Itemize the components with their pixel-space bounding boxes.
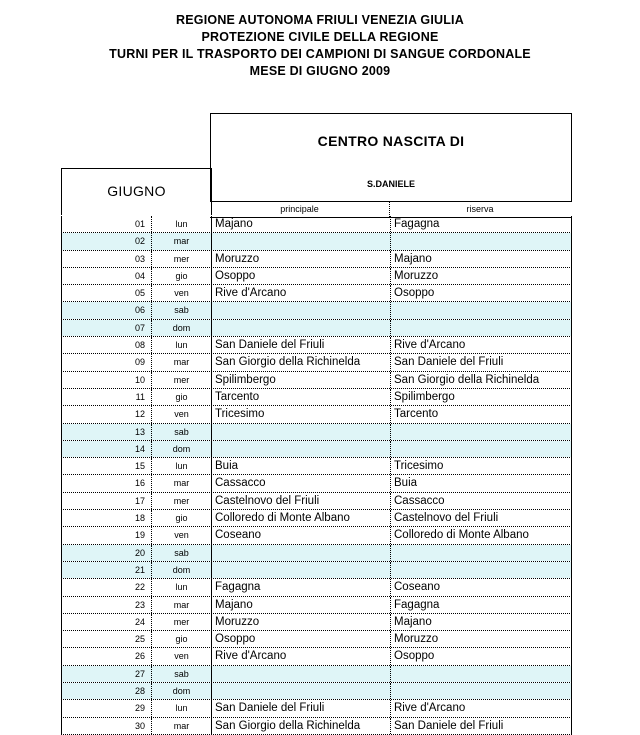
riserva-cell (390, 683, 572, 699)
principale-cell: Osoppo (211, 268, 390, 284)
weekday-cell: dom (151, 562, 211, 578)
principale-cell: San Daniele del Friuli (211, 337, 390, 353)
weekday-cell: gio (151, 268, 211, 284)
principale-cell: Moruzzo (211, 251, 390, 267)
principale-cell: Osoppo (211, 631, 390, 647)
riserva-cell (390, 666, 572, 682)
riserva-cell: Moruzzo (390, 268, 572, 284)
riserva-cell: Osoppo (390, 648, 572, 664)
riserva-cell: Moruzzo (390, 631, 572, 647)
day-number-cell: 04 (61, 268, 151, 284)
table-row (61, 337, 572, 354)
weekday-cell: sab (151, 545, 211, 561)
day-number-cell: 11 (61, 389, 151, 405)
principale-cell: Rive d'Arcano (211, 285, 390, 301)
table-row (61, 545, 572, 562)
table-row (61, 718, 572, 735)
day-number-cell: 25 (61, 631, 151, 647)
weekday-cell: mer (151, 251, 211, 267)
principale-cell: Spilimbergo (211, 372, 390, 388)
day-number-cell: 28 (61, 683, 151, 699)
table-row (61, 579, 572, 596)
table-row (61, 233, 572, 250)
table-row (61, 302, 572, 319)
principale-cell (211, 233, 390, 249)
riserva-cell: Buia (390, 475, 572, 491)
weekday-cell: ven (151, 285, 211, 301)
day-number-cell: 29 (61, 700, 151, 716)
day-number-cell: 01 (61, 216, 151, 232)
table-row (61, 354, 572, 371)
weekday-cell: lun (151, 458, 211, 474)
header-line-4: MESE DI GIUGNO 2009 (249, 64, 391, 78)
principale-cell: Rive d'Arcano (211, 648, 390, 664)
principale-cell: Cassacco (211, 475, 390, 491)
table-row (61, 389, 572, 406)
center-name: S.DANIELE (366, 179, 415, 189)
weekday-cell: gio (151, 389, 211, 405)
header-line-2: PROTEZIONE CIVILE DELLA REGIONE (201, 30, 439, 44)
principale-cell: San Giorgio della Richinelda (211, 354, 390, 370)
table-row (61, 372, 572, 389)
weekday-cell: mer (151, 372, 211, 388)
riserva-cell: Fagagna (390, 597, 572, 613)
weekday-cell: dom (151, 683, 211, 699)
day-number-cell: 26 (61, 648, 151, 664)
weekday-cell: gio (151, 510, 211, 526)
day-number-cell: 30 (61, 718, 151, 734)
principale-cell (211, 424, 390, 440)
center-header-cell (210, 113, 572, 201)
day-number-cell: 08 (61, 337, 151, 353)
weekday-cell: lun (151, 579, 211, 595)
principale-cell (211, 562, 390, 578)
weekday-cell: sab (151, 302, 211, 318)
day-number-cell: 19 (61, 527, 151, 543)
riserva-cell: Tarcento (390, 406, 572, 422)
principale-cell: Moruzzo (211, 614, 390, 630)
riserva-cell: Majano (390, 251, 572, 267)
header-line-1: REGIONE AUTONOMA FRIULI VENEZIA GIULIA (176, 13, 464, 27)
weekday-cell: ven (151, 648, 211, 664)
day-number-cell: 05 (61, 285, 151, 301)
day-number-cell: 13 (61, 424, 151, 440)
table-row (61, 562, 572, 579)
month-label: GIUGNO (107, 183, 166, 199)
riserva-cell (390, 302, 572, 318)
principale-cell (211, 683, 390, 699)
table-row (61, 320, 572, 337)
riserva-cell: Cassacco (390, 493, 572, 509)
principale-cell (211, 302, 390, 318)
day-number-cell: 16 (61, 475, 151, 491)
center-title: CENTRO NASCITA DI (317, 133, 465, 149)
riserva-cell: Spilimbergo (390, 389, 572, 405)
table-row (61, 666, 572, 683)
weekday-cell: mar (151, 597, 211, 613)
column-header-principale: principale (280, 204, 319, 214)
document-header (0, 12, 640, 80)
riserva-cell: San Daniele del Friuli (390, 354, 572, 370)
table-row (61, 216, 572, 233)
riserva-cell: Rive d'Arcano (390, 337, 572, 353)
weekday-cell: mar (151, 233, 211, 249)
day-number-cell: 24 (61, 614, 151, 630)
riserva-cell (390, 441, 572, 457)
principale-cell: Majano (211, 597, 390, 613)
riserva-cell: Coseano (390, 579, 572, 595)
weekday-cell: mer (151, 614, 211, 630)
day-number-cell: 12 (61, 406, 151, 422)
table-row (61, 683, 572, 700)
weekday-cell: lun (151, 337, 211, 353)
principale-cell: Castelnovo del Friuli (211, 493, 390, 509)
table-row (61, 527, 572, 544)
riserva-cell (390, 320, 572, 336)
day-number-cell: 10 (61, 372, 151, 388)
table-row (61, 614, 572, 631)
weekday-cell: ven (151, 406, 211, 422)
riserva-cell (390, 424, 572, 440)
day-number-cell: 02 (61, 233, 151, 249)
schedule-table-body (61, 216, 572, 735)
riserva-cell (390, 545, 572, 561)
day-number-cell: 23 (61, 597, 151, 613)
weekday-cell: dom (151, 320, 211, 336)
table-row (61, 597, 572, 614)
weekday-cell: mar (151, 354, 211, 370)
table-row (61, 493, 572, 510)
table-row (61, 700, 572, 717)
riserva-cell: Osoppo (390, 285, 572, 301)
table-row (61, 631, 572, 648)
principale-cell (211, 666, 390, 682)
principale-cell: Coseano (211, 527, 390, 543)
table-row (61, 268, 572, 285)
day-number-cell: 06 (61, 302, 151, 318)
day-number-cell: 07 (61, 320, 151, 336)
weekday-cell: mar (151, 718, 211, 734)
month-header-cell (61, 168, 212, 215)
riserva-cell: Fagagna (390, 216, 572, 232)
riserva-cell: Castelnovo del Friuli (390, 510, 572, 526)
weekday-cell: dom (151, 441, 211, 457)
principale-cell: Majano (211, 216, 390, 232)
weekday-cell: gio (151, 631, 211, 647)
riserva-cell: Rive d'Arcano (390, 700, 572, 716)
riserva-cell: Colloredo di Monte Albano (390, 527, 572, 543)
table-row (61, 424, 572, 441)
principale-cell: Tricesimo (211, 406, 390, 422)
day-number-cell: 22 (61, 579, 151, 595)
table-row (61, 648, 572, 665)
weekday-cell: sab (151, 666, 211, 682)
weekday-cell: mer (151, 493, 211, 509)
day-number-cell: 18 (61, 510, 151, 526)
weekday-cell: ven (151, 527, 211, 543)
table-row (61, 251, 572, 268)
weekday-cell: lun (151, 216, 211, 232)
column-header-riserva: riserva (466, 204, 494, 214)
principale-cell (211, 441, 390, 457)
day-number-cell: 15 (61, 458, 151, 474)
table-row (61, 285, 572, 302)
principale-cell: Colloredo di Monte Albano (211, 510, 390, 526)
weekday-cell: sab (151, 424, 211, 440)
riserva-cell: Majano (390, 614, 572, 630)
riserva-cell: San Daniele del Friuli (390, 718, 572, 734)
riserva-cell (390, 233, 572, 249)
weekday-cell: mar (151, 475, 211, 491)
day-number-cell: 17 (61, 493, 151, 509)
table-row (61, 475, 572, 492)
table-row (61, 458, 572, 475)
principale-cell (211, 545, 390, 561)
day-number-cell: 03 (61, 251, 151, 267)
day-number-cell: 14 (61, 441, 151, 457)
principale-cell: San Daniele del Friuli (211, 700, 390, 716)
principale-cell (211, 320, 390, 336)
header-line-3: TURNI PER IL TRASPORTO DEI CAMPIONI DI SANGUE CORDONALE (109, 47, 531, 61)
day-number-cell: 09 (61, 354, 151, 370)
day-number-cell: 20 (61, 545, 151, 561)
table-row (61, 510, 572, 527)
riserva-cell: Tricesimo (390, 458, 572, 474)
principale-cell: Buia (211, 458, 390, 474)
day-number-cell: 27 (61, 666, 151, 682)
table-row (61, 441, 572, 458)
table-row (61, 406, 572, 423)
riserva-cell (390, 562, 572, 578)
principale-cell: Tarcento (211, 389, 390, 405)
riserva-cell: San Giorgio della Richinelda (390, 372, 572, 388)
principale-cell: Fagagna (211, 579, 390, 595)
weekday-cell: lun (151, 700, 211, 716)
principale-cell: San Giorgio della Richinelda (211, 718, 390, 734)
day-number-cell: 21 (61, 562, 151, 578)
